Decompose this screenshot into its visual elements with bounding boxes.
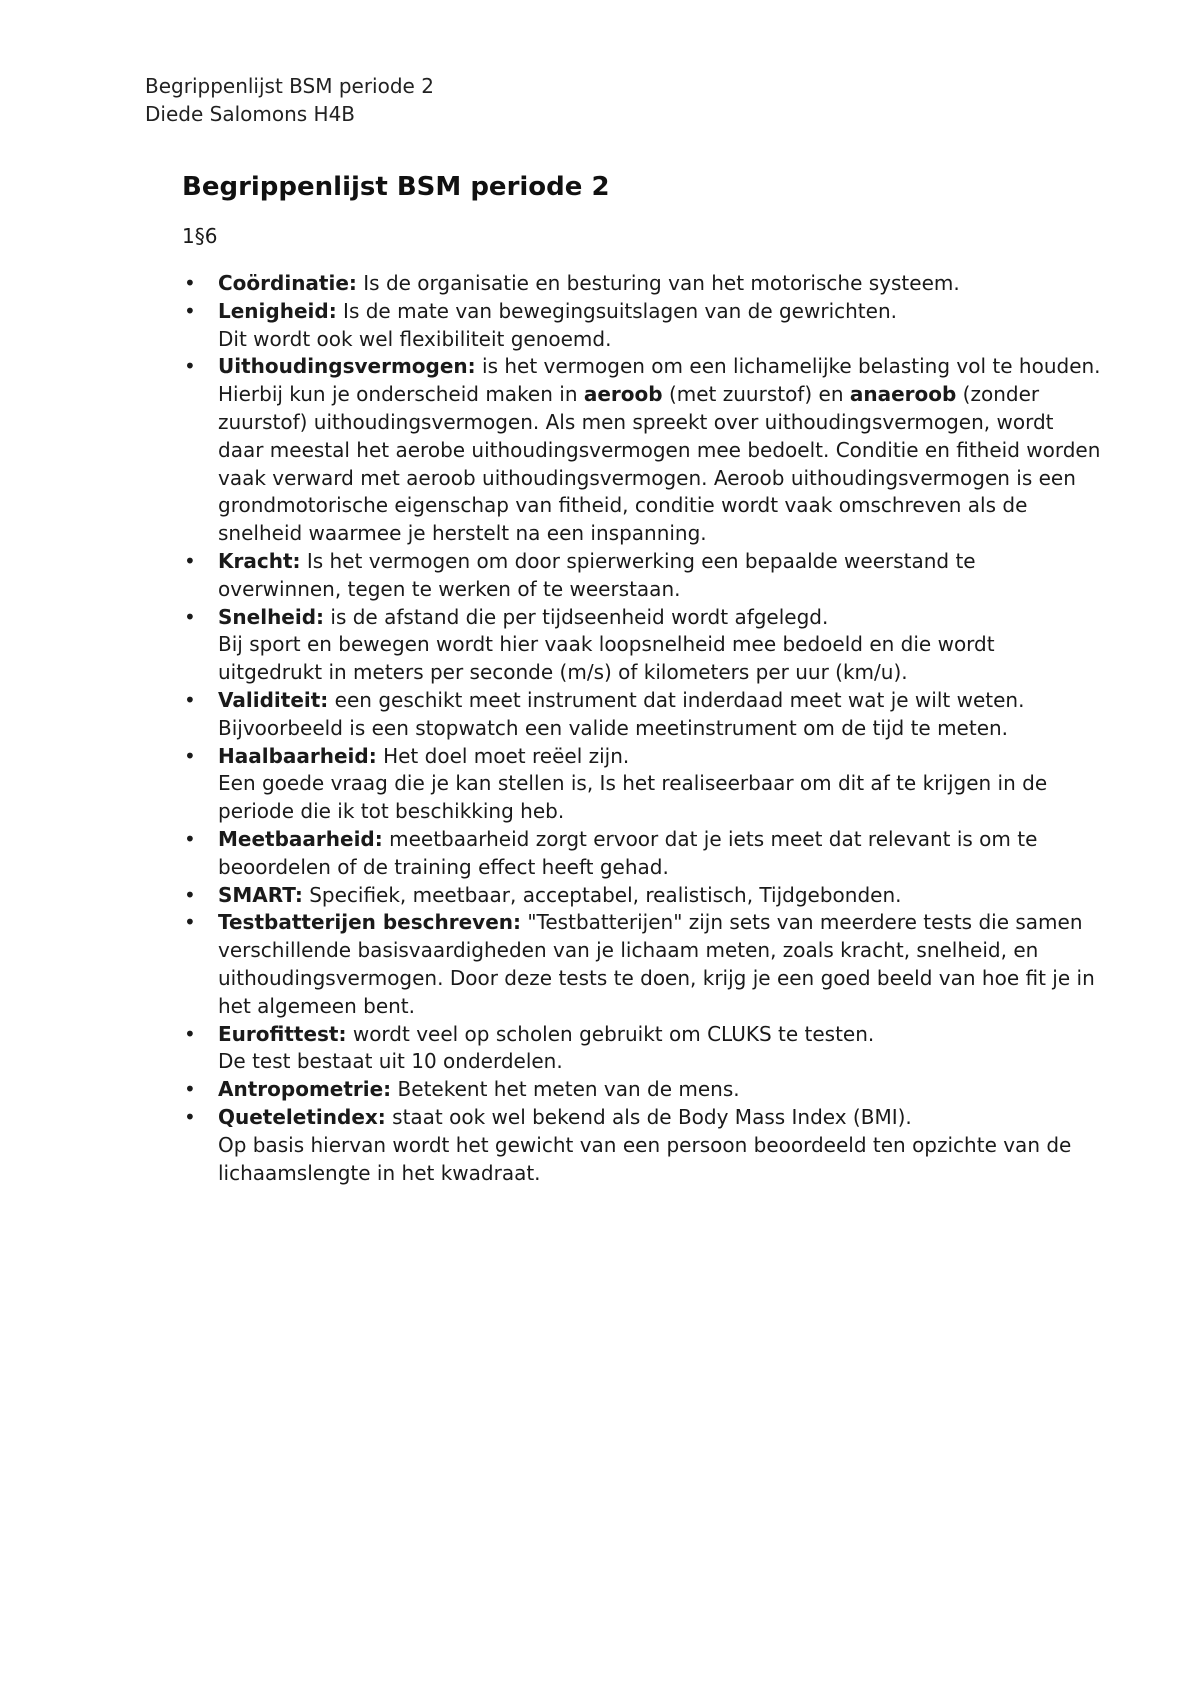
- term-label: Uithoudingsvermogen:: [218, 354, 476, 379]
- list-item: [182, 909, 1102, 1020]
- header-line-1: Begrippenlijst BSM periode 2: [145, 74, 434, 98]
- term-label: SMART:: [218, 882, 303, 907]
- term-extra: Een goede vraag die je kan stellen is, Is het realiseerbaar om dit af te krijgen in de periode die ik tot beschikking heb.: [218, 771, 1048, 824]
- list-item: [182, 1104, 1102, 1187]
- term-extra: De test bestaat uit 10 onderdelen.: [218, 1049, 563, 1074]
- term-label: Meetbaarheid:: [218, 826, 383, 851]
- list-item: [182, 353, 1102, 548]
- term-label: Kracht:: [218, 548, 301, 573]
- term-extra: Dit wordt ook wel flexibiliteit genoemd.: [218, 326, 612, 351]
- list-item: [182, 1021, 1102, 1077]
- term-emphasis-anaeroob: anaeroob: [849, 382, 957, 407]
- term-label: Antropometrie:: [218, 1077, 392, 1102]
- term-extra: [218, 381, 1102, 548]
- term-label: Snelheid:: [218, 604, 325, 629]
- list-item: [182, 826, 1102, 882]
- list-item: [182, 548, 1102, 604]
- term-label: Validiteit:: [218, 687, 329, 712]
- term-definition: Is de organisatie en besturing van het motorische systeem.: [356, 271, 960, 295]
- list-item: [182, 298, 1102, 354]
- document-title: Begrippenlijst BSM periode 2: [182, 172, 610, 202]
- term-extra-text: (zonder zuurstof) uithoudingsvermogen. Als men spreekt over uithoudingsvermogen, wordt daar meestal het aerobe uithoudingsvermogen mee bedoelt. Conditie en fitheid worden vaak verward met aeroob uithoudingsvermogen. Aeroob uithoudingsvermogen is een grondmotorische eigenschap van fitheid, conditie wordt vaak omschreven als de snelheid waarmee je herstelt na een inspanning.: [218, 382, 1101, 546]
- header-line-2: Diede Salomons H4B: [145, 102, 356, 126]
- section-label: 1§6: [182, 224, 218, 248]
- term-definition: "Testbatterijen" zijn sets van meerdere tests die samen verschillende basisvaardigheden van je lichaam meten, zoals kracht, snelheid, en uithoudingsvermogen. Door deze tests te doen, krijg je een goed beeld van hoe fit je in het algemeen bent.: [218, 910, 1095, 1018]
- term-definition: staat ook wel bekend als de Body Mass Index (BMI).: [385, 1104, 912, 1129]
- document-body: [182, 170, 1102, 1187]
- list-item: [182, 743, 1102, 826]
- term-label: Queteletindex:: [218, 1104, 386, 1129]
- term-label: Testbatterijen beschreven:: [218, 910, 521, 935]
- term-label: Lenigheid:: [218, 298, 337, 323]
- list-item: [182, 270, 1102, 298]
- list-item: [182, 687, 1102, 743]
- term-label: Coördinatie:: [218, 271, 357, 295]
- term-emphasis-aeroob: aeroob: [583, 382, 663, 407]
- term-definition: wordt veel op scholen gebruikt om CLUKS te testen.: [346, 1021, 875, 1046]
- term-definition: meetbaarheid zorgt ervoor dat je iets meet dat relevant is om te beoordelen of de training effect heeft gehad.: [218, 826, 1038, 879]
- page-header: [145, 72, 434, 128]
- list-item: [182, 882, 1102, 910]
- term-extra: Op basis hiervan wordt het gewicht van een persoon beoordeeld ten opzichte van de lichaamslengte in het kwadraat.: [218, 1132, 1072, 1185]
- list-item: [182, 604, 1102, 687]
- term-label: Haalbaarheid:: [218, 743, 377, 768]
- term-extra: Bijvoorbeeld is een stopwatch een valide meetinstrument om de tijd te meten.: [218, 715, 1009, 740]
- term-definition: een geschikt meet instrument dat inderdaad meet wat je wilt weten.: [328, 687, 1025, 712]
- term-definition: Het doel moet reëel zijn.: [376, 743, 630, 768]
- term-definition: Betekent het meten van de mens.: [391, 1077, 740, 1102]
- term-definition: is het vermogen om een lichamelijke belasting vol te houden.: [475, 354, 1101, 379]
- term-extra-text: (met zuurstof) en: [662, 382, 850, 407]
- term-definition: Is de mate van bewegingsuitslagen van de gewrichten.: [336, 298, 897, 323]
- term-definition: Specifiek, meetbaar, acceptabel, realistisch, Tijdgebonden.: [302, 882, 902, 907]
- term-extra-text: Hierbij kun je onderscheid maken in: [218, 382, 584, 407]
- term-definition: is de afstand die per tijdseenheid wordt afgelegd.: [324, 604, 829, 629]
- term-label: Eurofittest:: [218, 1021, 347, 1046]
- term-definition: Is het vermogen om door spierwerking een bepaalde weerstand te overwinnen, tegen te werken of te weerstaan.: [218, 548, 976, 601]
- list-item: [182, 1076, 1102, 1104]
- term-extra: Bij sport en bewegen wordt hier vaak loopsnelheid mee bedoeld en die wordt uitgedrukt in meters per seconde (m/s) of kilometers per uur (km/u).: [218, 632, 995, 685]
- terms-list: [182, 270, 1102, 1187]
